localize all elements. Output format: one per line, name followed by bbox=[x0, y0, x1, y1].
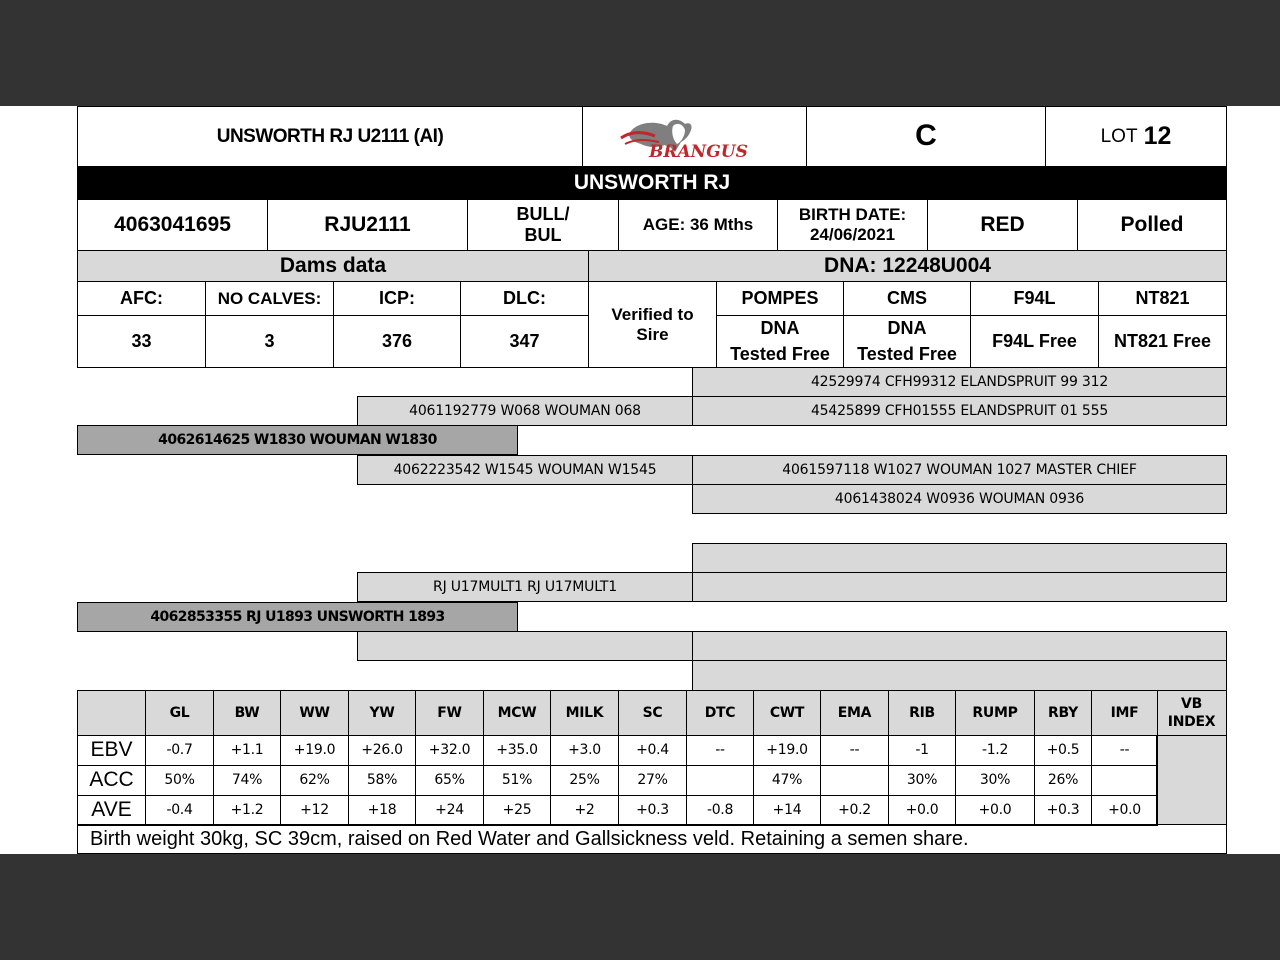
nt821-header: NT821 bbox=[1098, 281, 1227, 316]
trait-header-mcw: MCW bbox=[483, 690, 551, 736]
pompes-value-line1: DNA bbox=[760, 318, 800, 339]
ebv-cell-acc-sc: 27% bbox=[618, 765, 687, 796]
trait-header-dtc: DTC bbox=[686, 690, 754, 736]
brangus-logo bbox=[582, 106, 807, 167]
no-calves-header: NO CALVES: bbox=[205, 281, 334, 316]
ebv-cell-ebv-bw: +1.1 bbox=[213, 735, 281, 766]
ebv-cell-ave-milk: +2 bbox=[550, 795, 619, 826]
trait-header-ww: WW bbox=[280, 690, 349, 736]
ebv-cell-acc-ema bbox=[820, 765, 889, 796]
ebv-cell-ebv-mcw: +35.0 bbox=[483, 735, 551, 766]
tattoo: RJU2111 bbox=[267, 199, 468, 251]
ebv-cell-ave-rib: +0.0 bbox=[888, 795, 956, 826]
vb-index-line1: VB bbox=[1181, 695, 1202, 712]
colour: RED bbox=[927, 199, 1078, 251]
trait-header-rump: RUMP bbox=[955, 690, 1035, 736]
trait-header-milk: MILK bbox=[550, 690, 619, 736]
ebv-cell-ebv-milk: +3.0 bbox=[550, 735, 619, 766]
sex bbox=[467, 199, 619, 251]
vb-index-line2: INDEX bbox=[1167, 714, 1216, 730]
birth-date-value: 24/06/2021 bbox=[809, 225, 896, 244]
ebv-cell-acc-rby: 26% bbox=[1034, 765, 1092, 796]
trait-header-sc: SC bbox=[618, 690, 687, 736]
bull-logo-icon bbox=[615, 112, 775, 162]
trait-header-gl: GL bbox=[145, 690, 214, 736]
sex-line2: BUL bbox=[524, 225, 562, 245]
trait-header-ema: EMA bbox=[820, 690, 889, 736]
ebv-cell-ave-bw: +1.2 bbox=[213, 795, 281, 826]
breeder-banner: UNSWORTH RJ bbox=[77, 166, 1227, 200]
ebv-cell-ebv-fw: +32.0 bbox=[415, 735, 484, 766]
lot-number: 12 bbox=[1143, 122, 1172, 151]
ebv-cell-acc-mcw: 51% bbox=[483, 765, 551, 796]
dna-title: DNA: 12248U004 bbox=[588, 250, 1227, 282]
ebv-cell-ave-yw: +18 bbox=[348, 795, 416, 826]
pedigree-dam-sire-sire bbox=[692, 543, 1227, 573]
nt821-value: NT821 Free bbox=[1098, 315, 1227, 368]
cms-value-line1: DNA bbox=[887, 318, 927, 339]
icp-header: ICP: bbox=[333, 281, 461, 316]
dams-data-title: Dams data bbox=[77, 250, 589, 282]
registration-number: 4063041695 bbox=[77, 199, 268, 251]
horn-status: Polled bbox=[1077, 199, 1227, 251]
sex-line1: BULL/ bbox=[516, 204, 570, 225]
pompes-header: POMPES bbox=[716, 281, 844, 316]
afc-value: 33 bbox=[77, 315, 206, 368]
ebv-cell-ebv-gl: -0.7 bbox=[145, 735, 214, 766]
comments: Birth weight 30kg, SC 39cm, raised on Red Water and Gallsickness veld. Retaining a semen share. bbox=[77, 824, 1227, 854]
age: AGE: 36 Mths bbox=[618, 199, 778, 251]
ebv-cell-acc-dtc bbox=[686, 765, 754, 796]
verified-line1: Verified to bbox=[611, 304, 694, 324]
ebv-cell-acc-fw: 65% bbox=[415, 765, 484, 796]
lot-sheet bbox=[0, 106, 1280, 854]
ebv-cell-ave-ema: +0.2 bbox=[820, 795, 889, 826]
lot-label: LOT bbox=[1100, 125, 1138, 147]
logo-text: BRANGUS bbox=[648, 141, 748, 162]
cms-header: CMS bbox=[843, 281, 971, 316]
ebv-cell-ave-rby: +0.3 bbox=[1034, 795, 1092, 826]
ebv-cell-ebv-yw: +26.0 bbox=[348, 735, 416, 766]
pedigree-dam-dam-sire bbox=[692, 631, 1227, 661]
ebv-cell-acc-imf bbox=[1091, 765, 1158, 796]
ebv-cell-ebv-dtc: -- bbox=[686, 735, 754, 766]
birth-date bbox=[777, 199, 928, 251]
ebv-cell-acc-gl: 50% bbox=[145, 765, 214, 796]
ebv-cell-ave-ww: +12 bbox=[280, 795, 349, 826]
ebv-cell-ave-sc: +0.3 bbox=[618, 795, 687, 826]
pedigree-sire: 4062614625 W1830 WOUMAN W1830 bbox=[77, 425, 518, 455]
ebv-cell-acc-rib: 30% bbox=[888, 765, 956, 796]
trait-header-rby: RBY bbox=[1034, 690, 1092, 736]
no-calves-value: 3 bbox=[205, 315, 334, 368]
vb-index-header bbox=[1156, 690, 1227, 736]
cms-value-line2: Tested Free bbox=[857, 343, 957, 364]
f94l-value: F94L Free bbox=[970, 315, 1099, 368]
trait-header-bw: BW bbox=[213, 690, 281, 736]
pedigree-dam-dam bbox=[357, 631, 693, 661]
ebv-cell-ave-rump: +0.0 bbox=[955, 795, 1035, 826]
row-label-acc: ACC bbox=[77, 765, 146, 796]
ebv-cell-ebv-ema: -- bbox=[820, 735, 889, 766]
pompes-value-line2: Tested Free bbox=[730, 343, 830, 364]
birth-date-label: BIRTH DATE: bbox=[798, 205, 907, 225]
pedigree-sire-dam-sire: 4061597118 W1027 WOUMAN 1027 MASTER CHIEF bbox=[692, 455, 1227, 485]
row-label-ebv: EBV bbox=[77, 735, 146, 766]
pedigree-sire-dam-dam: 4061438024 W0936 WOUMAN 0936 bbox=[692, 484, 1227, 514]
ebv-cell-acc-rump: 30% bbox=[955, 765, 1035, 796]
ebv-cell-ave-dtc: -0.8 bbox=[686, 795, 754, 826]
ebv-cell-acc-cwt: 47% bbox=[753, 765, 821, 796]
lot-box bbox=[1045, 106, 1227, 167]
animal-name: UNSWORTH RJ U2111 (AI) bbox=[77, 106, 583, 167]
icp-value: 376 bbox=[333, 315, 461, 368]
verified-line2: Sire bbox=[636, 324, 669, 344]
ebv-cell-ave-fw: +24 bbox=[415, 795, 484, 826]
pedigree-sire-sire-dam: 45425899 CFH01555 ELANDSPRUIT 01 555 bbox=[692, 396, 1227, 426]
trait-header-yw: YW bbox=[348, 690, 416, 736]
pompes-value bbox=[716, 315, 844, 368]
ebv-cell-ebv-cwt: +19.0 bbox=[753, 735, 821, 766]
verified-to-sire bbox=[588, 281, 717, 368]
trait-header-fw: FW bbox=[415, 690, 484, 736]
trait-header-cwt: CWT bbox=[753, 690, 821, 736]
pedigree-dam-sire: RJ U17MULT1 RJ U17MULT1 bbox=[357, 572, 693, 602]
ebv-cell-ebv-rby: +0.5 bbox=[1034, 735, 1092, 766]
pedigree-sire-sire-sire: 42529974 CFH99312 ELANDSPRUIT 99 312 bbox=[692, 367, 1227, 397]
dlc-value: 347 bbox=[460, 315, 589, 368]
trait-header-imf: IMF bbox=[1091, 690, 1158, 736]
ebv-cell-ave-cwt: +14 bbox=[753, 795, 821, 826]
ebv-cell-ave-gl: -0.4 bbox=[145, 795, 214, 826]
vb-index-value bbox=[1156, 735, 1227, 825]
trait-header-rib: RIB bbox=[888, 690, 956, 736]
ebv-cell-ave-imf: +0.0 bbox=[1091, 795, 1158, 826]
ebv-cell-ebv-ww: +19.0 bbox=[280, 735, 349, 766]
pedigree-dam: 4062853355 RJ U1893 UNSWORTH 1893 bbox=[77, 602, 518, 632]
row-label-ave: AVE bbox=[77, 795, 146, 826]
pedigree-dam-dam-dam bbox=[692, 660, 1227, 691]
ebv-corner bbox=[77, 690, 146, 736]
dlc-header: DLC: bbox=[460, 281, 589, 316]
afc-header: AFC: bbox=[77, 281, 206, 316]
ebv-cell-acc-yw: 58% bbox=[348, 765, 416, 796]
ebv-cell-acc-ww: 62% bbox=[280, 765, 349, 796]
ebv-cell-acc-milk: 25% bbox=[550, 765, 619, 796]
ebv-cell-ebv-rump: -1.2 bbox=[955, 735, 1035, 766]
pedigree-sire-sire: 4061192779 W068 WOUMAN 068 bbox=[357, 396, 693, 426]
cms-value bbox=[843, 315, 971, 368]
grade: C bbox=[806, 106, 1046, 167]
ebv-cell-ebv-imf: -- bbox=[1091, 735, 1158, 766]
ebv-cell-ebv-rib: -1 bbox=[888, 735, 956, 766]
ebv-cell-acc-bw: 74% bbox=[213, 765, 281, 796]
pedigree-sire-dam: 4062223542 W1545 WOUMAN W1545 bbox=[357, 455, 693, 485]
pedigree-dam-sire-dam bbox=[692, 572, 1227, 602]
f94l-header: F94L bbox=[970, 281, 1099, 316]
ebv-cell-ebv-sc: +0.4 bbox=[618, 735, 687, 766]
ebv-cell-ave-mcw: +25 bbox=[483, 795, 551, 826]
